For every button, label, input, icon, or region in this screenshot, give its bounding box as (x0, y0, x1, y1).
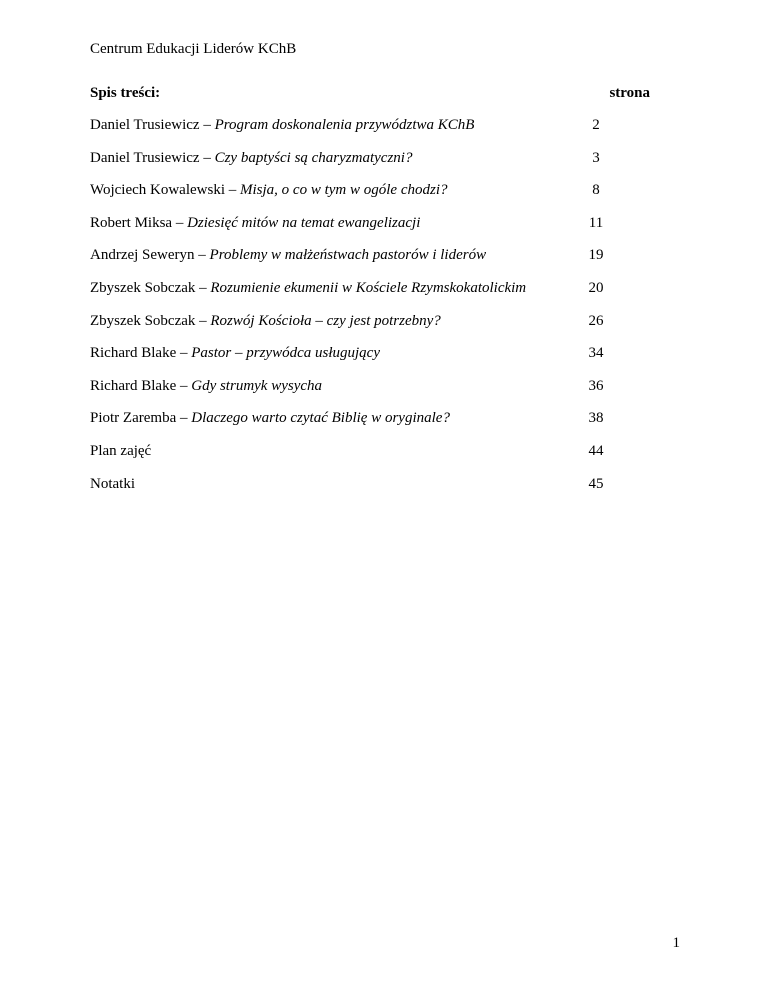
toc-list (90, 116, 650, 507)
toc-author: Daniel Trusiewicz (90, 117, 200, 133)
toc-author: Wojciech Kowalewski (90, 182, 225, 199)
toc-author: Zbyszek Sobczak (90, 312, 196, 329)
toc-author: Richard Blake (90, 345, 177, 362)
toc-entry (90, 312, 650, 345)
toc-title: Pastor – przywódca usługujący (191, 345, 380, 362)
toc-title: Problemy w małżeństwach pastorów i liderów (209, 247, 487, 264)
toc-page-number: 11 (588, 214, 604, 231)
toc-entry (90, 377, 650, 410)
toc-separator: – (176, 345, 192, 362)
toc-title: Program doskonalenia przywództwa KChB (214, 117, 475, 133)
toc-page-number: 34 (588, 345, 604, 362)
toc-page-number: 45 (588, 475, 604, 492)
toc-author: Piotr Zaremba (90, 410, 177, 427)
toc-entry (90, 116, 650, 149)
toc-title: Misja, o co w tym w ogóle chodzi? (240, 182, 448, 199)
toc-page-number: 44 (588, 442, 604, 459)
toc-entry (90, 149, 650, 182)
toc-page-number: 26 (588, 312, 604, 329)
toc-title: Gdy strumyk wysycha (191, 377, 323, 394)
toc-author: Notatki (90, 475, 135, 492)
toc-heading-row (90, 85, 650, 103)
toc-page-number: 38 (588, 410, 604, 427)
toc-page-number: 20 (588, 279, 604, 296)
toc-separator: – (194, 247, 210, 264)
page-number: 1 (672, 935, 680, 951)
toc-title: Rozumienie ekumenii w Kościele Rzymskokatolickim (210, 279, 527, 296)
running-header: Centrum Edukacji Liderów KChB (90, 41, 297, 57)
toc-title: Rozwój Kościoła – czy jest potrzebny? (210, 312, 441, 329)
toc-author: Daniel Trusiewicz (90, 149, 200, 166)
toc-separator: – (176, 410, 192, 427)
toc-entry (90, 279, 650, 312)
toc-separator: – (195, 279, 211, 296)
toc-separator: – (225, 182, 240, 199)
toc-author: Andrzej Seweryn (90, 247, 195, 264)
toc-page-number: 2 (592, 117, 600, 133)
toc-entry (90, 442, 650, 475)
toc-separator: – (195, 312, 211, 329)
toc-heading: Spis treści: (90, 85, 161, 101)
toc-title: Dziesięć mitów na temat ewangelizacji (187, 214, 421, 231)
toc-separator: – (176, 377, 192, 394)
toc-page-number: 3 (592, 149, 600, 166)
toc-entry (90, 214, 650, 247)
toc-separator: – (199, 117, 215, 133)
toc-author: Richard Blake (90, 377, 177, 394)
toc-page-heading: strona (609, 85, 650, 101)
toc-separator: – (172, 214, 188, 231)
toc-title: Dlaczego warto czytać Biblię w oryginale? (191, 410, 450, 427)
toc-separator: – (199, 149, 215, 166)
toc-author: Zbyszek Sobczak (90, 279, 196, 296)
toc-page-number: 19 (588, 247, 604, 264)
toc-entry (90, 344, 650, 377)
toc-page-number: 36 (588, 377, 604, 394)
toc-entry (90, 181, 650, 214)
toc-entry (90, 409, 650, 442)
toc-entry (90, 246, 650, 279)
toc-author: Plan zajęć (90, 442, 152, 459)
toc-author: Robert Miksa (90, 214, 173, 231)
toc-page-number: 8 (592, 182, 600, 199)
toc-entry (90, 475, 650, 508)
toc-title: Czy baptyści są charyzmatyczni? (214, 149, 413, 166)
